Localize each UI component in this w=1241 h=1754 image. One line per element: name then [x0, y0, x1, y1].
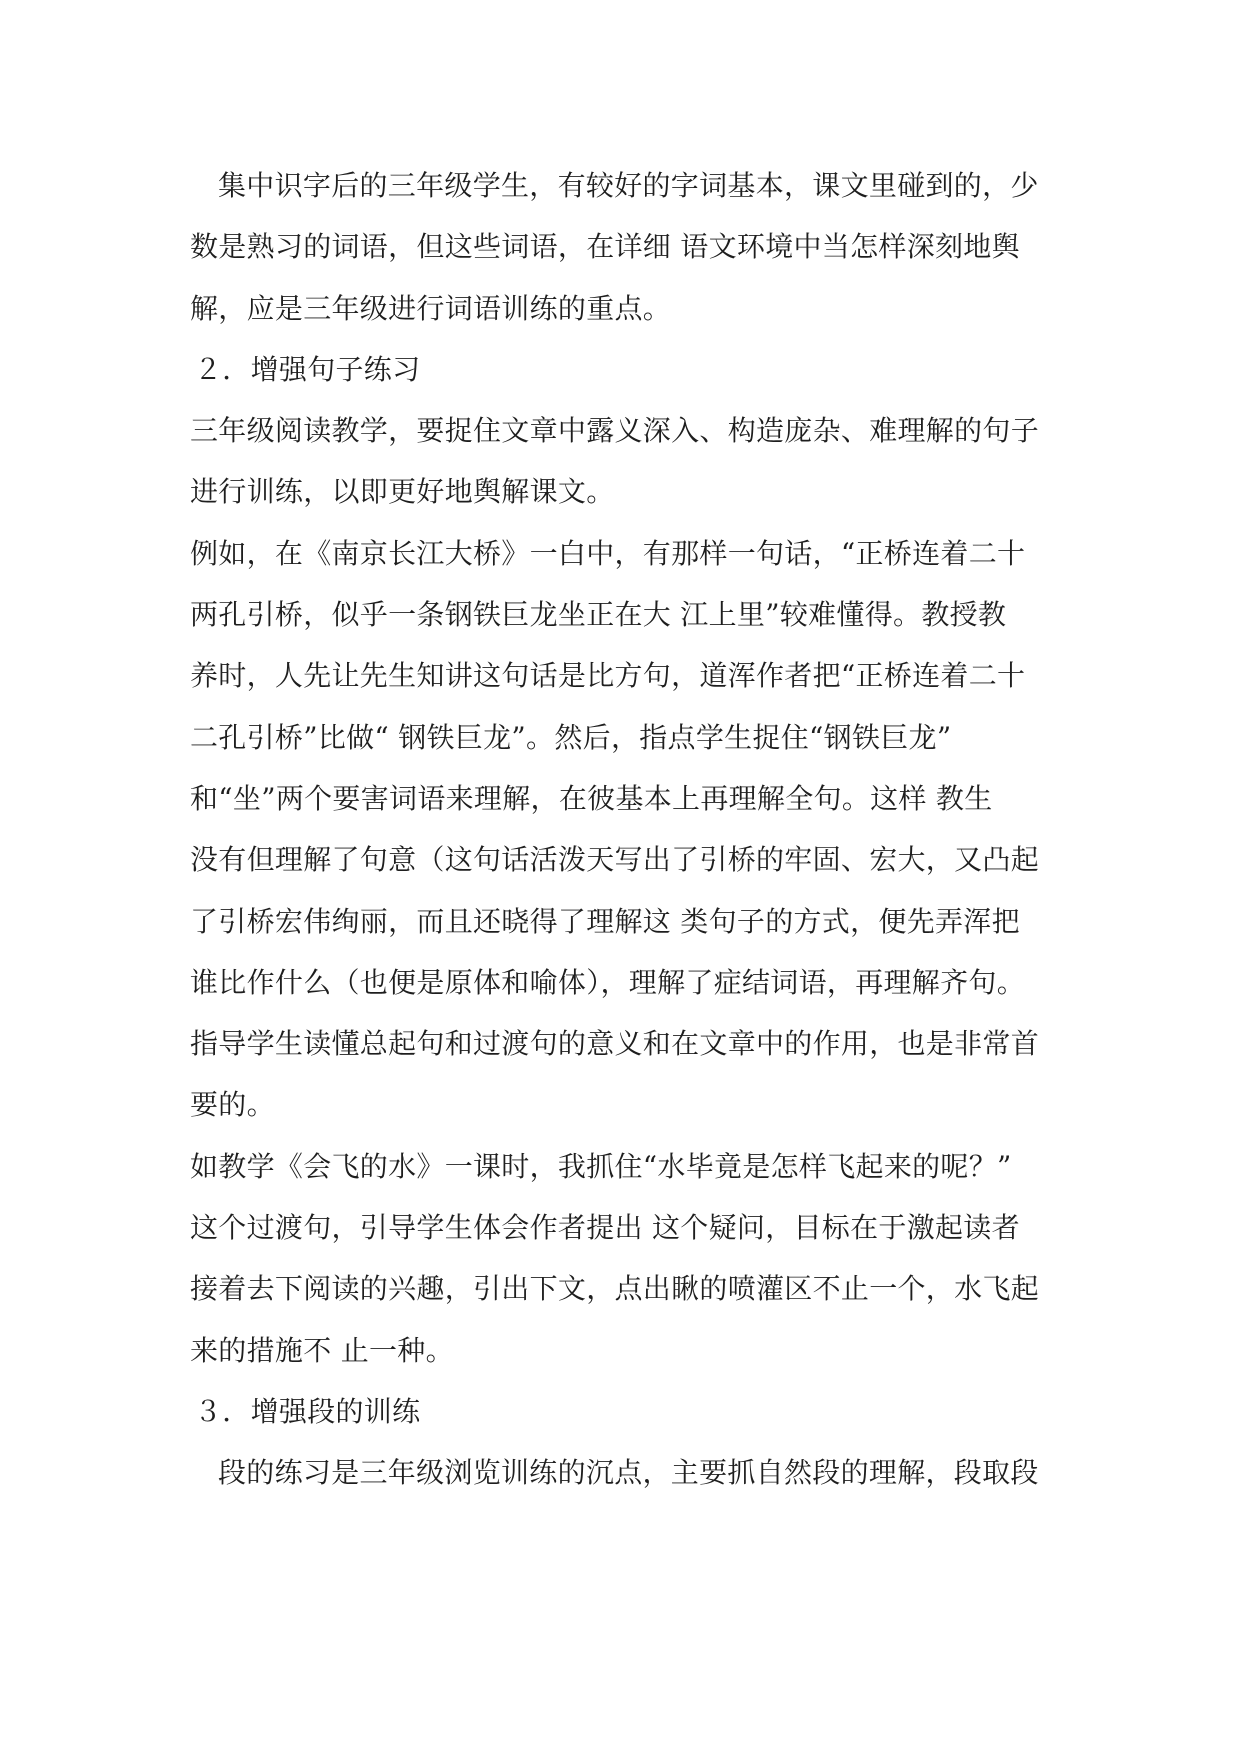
text-line: 没有但理解了句意（这句话活泼天写出了引桥的牢固、宏大，又凸起 — [190, 843, 1040, 877]
text-line: 进行训练，以即更好地舆解课文。 — [190, 475, 615, 509]
section-heading: ２．增强句子练习 — [194, 352, 421, 386]
text-line: 段的练习是三年级浏览训练的沉点，主要抓自然段的理解，段取段 — [218, 1456, 1039, 1490]
text-line: 解，应是三年级进行词语训练的重点。 — [190, 291, 672, 325]
text-line: 数是熟习的词语，但这些词语，在详细 语文环境中当怎样深刻地舆 — [190, 230, 1020, 264]
text-line: 三年级阅读教学，要捉住文章中露义深入、构造庞杂、难理解的句子 — [190, 414, 1040, 448]
text-line: 如教学《会飞的水》一课时，我抓住“水毕竟是怎样飞起来的呢？” — [190, 1149, 1012, 1183]
text-line: 二孔引桥”比做“ 钢铁巨龙”。然后，指点学生捉住“钢铁巨龙” — [190, 720, 952, 754]
text-line: 了引桥宏伟绚丽，而且还晓得了理解这 类句子的方式，便先弄浑把 — [190, 904, 1020, 938]
section-heading: ３．增强段的训练 — [194, 1394, 421, 1428]
text-line: 指导学生读懂总起句和过渡句的意义和在文章中的作用，也是非常首 — [190, 1027, 1040, 1061]
text-line: 两孔引桥，似乎一条钢铁巨龙坐正在大 江上里”较难懂得。教授教 — [190, 598, 1007, 632]
document-body — [190, 155, 1070, 1504]
text-line: 例如，在《南京长江大桥》一白中，有那样一句话，“正桥连着二十 — [190, 536, 1026, 570]
text-line: 集中识字后的三年级学生，有较好的字词基本，课文里碰到的，少 — [218, 169, 1039, 202]
text-line: 这个过渡句，引导学生体会作者提出 这个疑问，目标在于激起读者 — [190, 1211, 1020, 1245]
text-line: 谁比作什么（也便是原体和喻体），理解了症结词语，再理解齐句。 — [190, 965, 1026, 999]
text-line: 要的。 — [190, 1088, 275, 1122]
text-line: 来的措施不 止一种。 — [190, 1333, 454, 1367]
text-line: 和“坐”两个要害词语来理解，在彼基本上再理解全句。这样 教生 — [190, 781, 993, 815]
text-line: 养时，人先让先生知讲这句话是比方句，道浑作者把“正桥连着二十 — [190, 659, 1026, 693]
text-line: 接着去下阅读的兴趣，引出下文，点出瞅的喷灌区不止一个，水飞起 — [190, 1272, 1040, 1306]
